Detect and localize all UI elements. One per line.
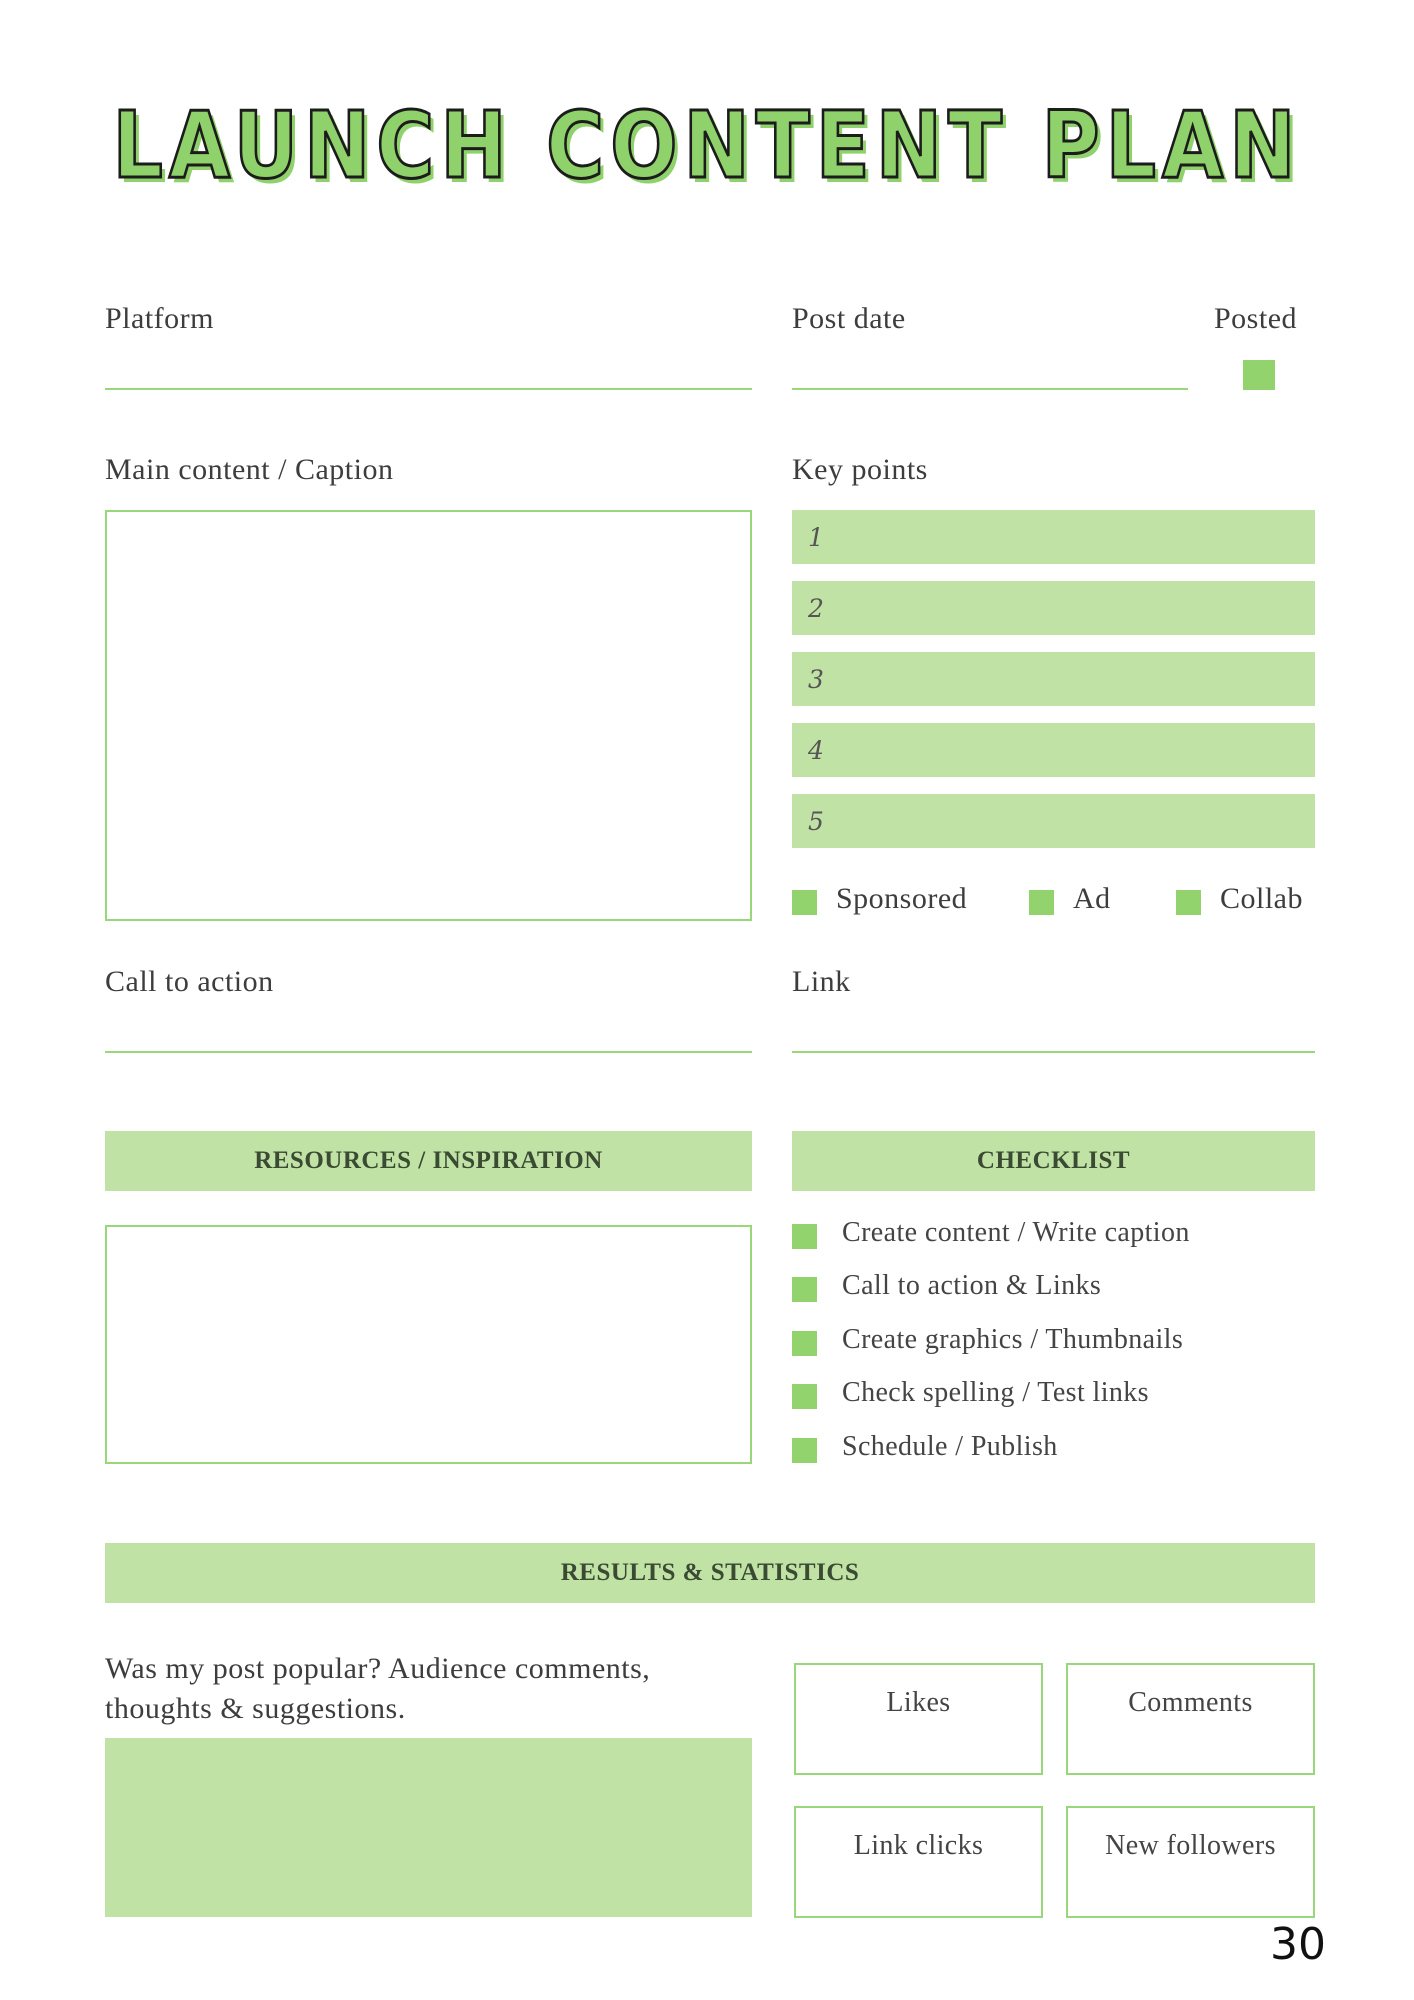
checklist-checkbox-4[interactable] [792,1384,817,1409]
checklist-checkbox-5[interactable] [792,1438,817,1463]
key-point-1[interactable]: 1 [792,510,1315,564]
main-content-box[interactable] [105,510,752,921]
results-header: RESULTS & STATISTICS [105,1543,1315,1603]
posted-checkbox[interactable] [1243,360,1275,390]
key-points-label: Key points [792,453,928,486]
audience-notes-box[interactable] [105,1738,752,1917]
key-point-4[interactable]: 4 [792,723,1315,777]
post-date-label: Post date [792,302,906,335]
main-content-label: Main content / Caption [105,453,394,486]
checklist-item-4: Check spelling / Test links [842,1377,1149,1408]
page-title: LAUNCH CONTENT PLAN [112,92,1302,199]
platform-field-line[interactable] [105,388,752,390]
posted-label: Posted [1214,302,1298,335]
comments-box[interactable]: Comments [1066,1663,1315,1775]
link-clicks-box[interactable]: Link clicks [794,1806,1043,1918]
likes-box[interactable]: Likes [794,1663,1043,1775]
checklist-checkbox-2[interactable] [792,1277,817,1302]
sponsored-label: Sponsored [836,882,968,915]
resources-box[interactable] [105,1225,752,1464]
ad-checkbox[interactable] [1029,890,1054,915]
checklist-item-5: Schedule / Publish [842,1431,1058,1462]
page-number: 30 [1270,1919,1326,1970]
key-point-2[interactable]: 2 [792,581,1315,635]
platform-label: Platform [105,302,214,335]
resources-header: RESOURCES / INSPIRATION [105,1131,752,1191]
ad-label: Ad [1073,882,1111,915]
checklist-item-2: Call to action & Links [842,1270,1102,1301]
post-date-field-line[interactable] [792,388,1188,390]
checklist-checkbox-1[interactable] [792,1224,817,1249]
results-question: Was my post popular? Audience comments, thoughts & suggestions. [105,1652,651,1725]
checklist-checkbox-3[interactable] [792,1331,817,1356]
collab-checkbox[interactable] [1176,890,1201,915]
call-to-action-label: Call to action [105,965,274,998]
link-label: Link [792,965,851,998]
checklist-item-3: Create graphics / Thumbnails [842,1324,1184,1355]
checklist-item-1: Create content / Write caption [842,1217,1190,1248]
key-point-5[interactable]: 5 [792,794,1315,848]
new-followers-box[interactable]: New followers [1066,1806,1315,1918]
sponsored-checkbox[interactable] [792,890,817,915]
collab-label: Collab [1220,882,1303,915]
link-field-line[interactable] [792,1051,1315,1053]
call-to-action-field-line[interactable] [105,1051,752,1053]
key-point-3[interactable]: 3 [792,652,1315,706]
checklist-header: CHECKLIST [792,1131,1315,1191]
